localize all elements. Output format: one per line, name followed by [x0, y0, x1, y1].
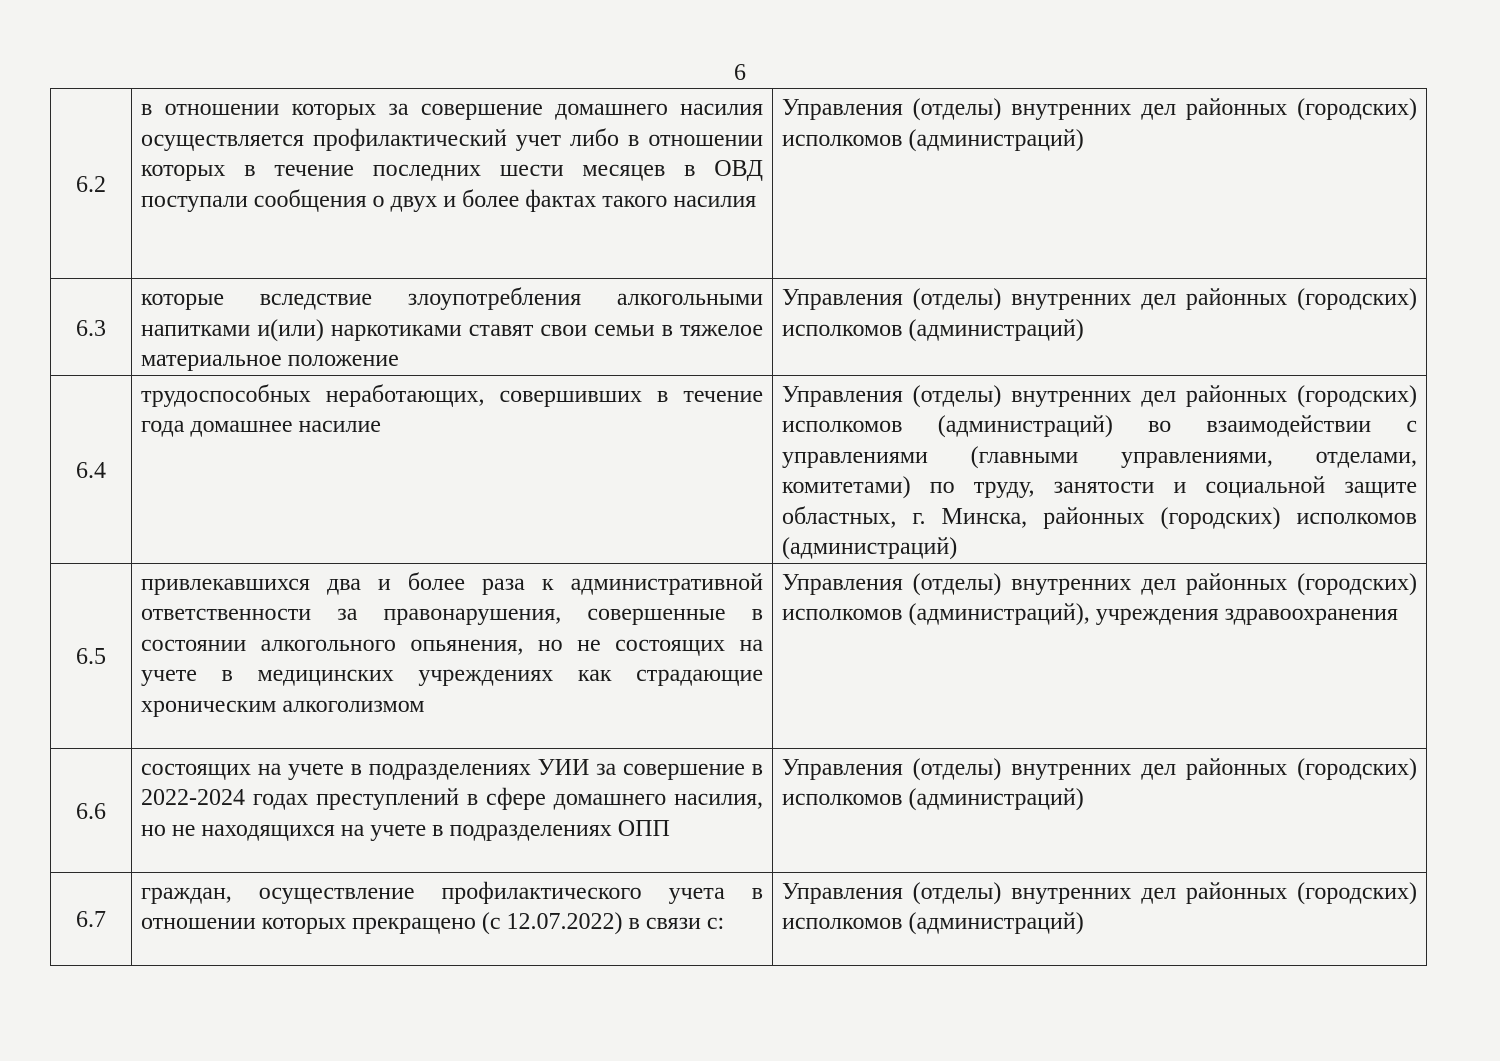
row-responsible: Управления (отделы) внутренних дел районных (городских) исполкомов (администраций) — [773, 748, 1427, 872]
row-number: 6.4 — [51, 375, 132, 563]
row-description: в отношении которых за совершение домашнего насилия осуществляется профилактический учет либо в отношении которых в течение последних шести месяцев в ОВД поступали сообщения о двух и более фактах такого насилия — [132, 89, 773, 279]
row-description: граждан, осуществление профилактического учета в отношении которых прекращено (с 12.07.2022) в связи с: — [132, 872, 773, 965]
table-row — [51, 375, 1427, 563]
row-description: которые вследствие злоупотребления алкогольными напитками и(или) наркотиками ставят свои семьи в тяжелое материальное положение — [132, 279, 773, 376]
row-number: 6.6 — [51, 748, 132, 872]
measures-table — [50, 88, 1427, 966]
row-description: привлекавшихся два и более раза к административной ответственности за правонарушения, совершенные в состоянии алкогольного опьянения, но не состоящих на учете в медицинских учреждениях как страдающие хроническим алкоголизмом — [132, 563, 773, 748]
row-number: 6.7 — [51, 872, 132, 965]
row-number: 6.2 — [51, 89, 132, 279]
table-row — [51, 748, 1427, 872]
table-row — [51, 872, 1427, 965]
row-number: 6.5 — [51, 563, 132, 748]
row-responsible: Управления (отделы) внутренних дел районных (городских) исполкомов (администраций) — [773, 279, 1427, 376]
table-row — [51, 279, 1427, 376]
table-row — [51, 89, 1427, 279]
row-responsible: Управления (отделы) внутренних дел районных (городских) исполкомов (администраций) — [773, 89, 1427, 279]
row-description: состоящих на учете в подразделениях УИИ за совершение в 2022-2024 годах преступлений в сфере домашнего насилия, но не находящихся на учете в подразделениях ОПП — [132, 748, 773, 872]
page-number: 6 — [734, 60, 746, 86]
row-responsible: Управления (отделы) внутренних дел районных (городских) исполкомов (администраций) во взаимодействии с управлениями (главными управлениями, отделами, комитетами) по труду, занятости и социальной защите областных, г. Минска, районных (городских) исполкомов (администраций) — [773, 375, 1427, 563]
row-responsible: Управления (отделы) внутренних дел районных (городских) исполкомов (администраций), учреждения здравоохранения — [773, 563, 1427, 748]
row-description: трудоспособных неработающих, совершивших в течение года домашнее насилие — [132, 375, 773, 563]
row-number: 6.3 — [51, 279, 132, 376]
row-responsible: Управления (отделы) внутренних дел районных (городских) исполкомов (администраций) — [773, 872, 1427, 965]
table-row — [51, 563, 1427, 748]
